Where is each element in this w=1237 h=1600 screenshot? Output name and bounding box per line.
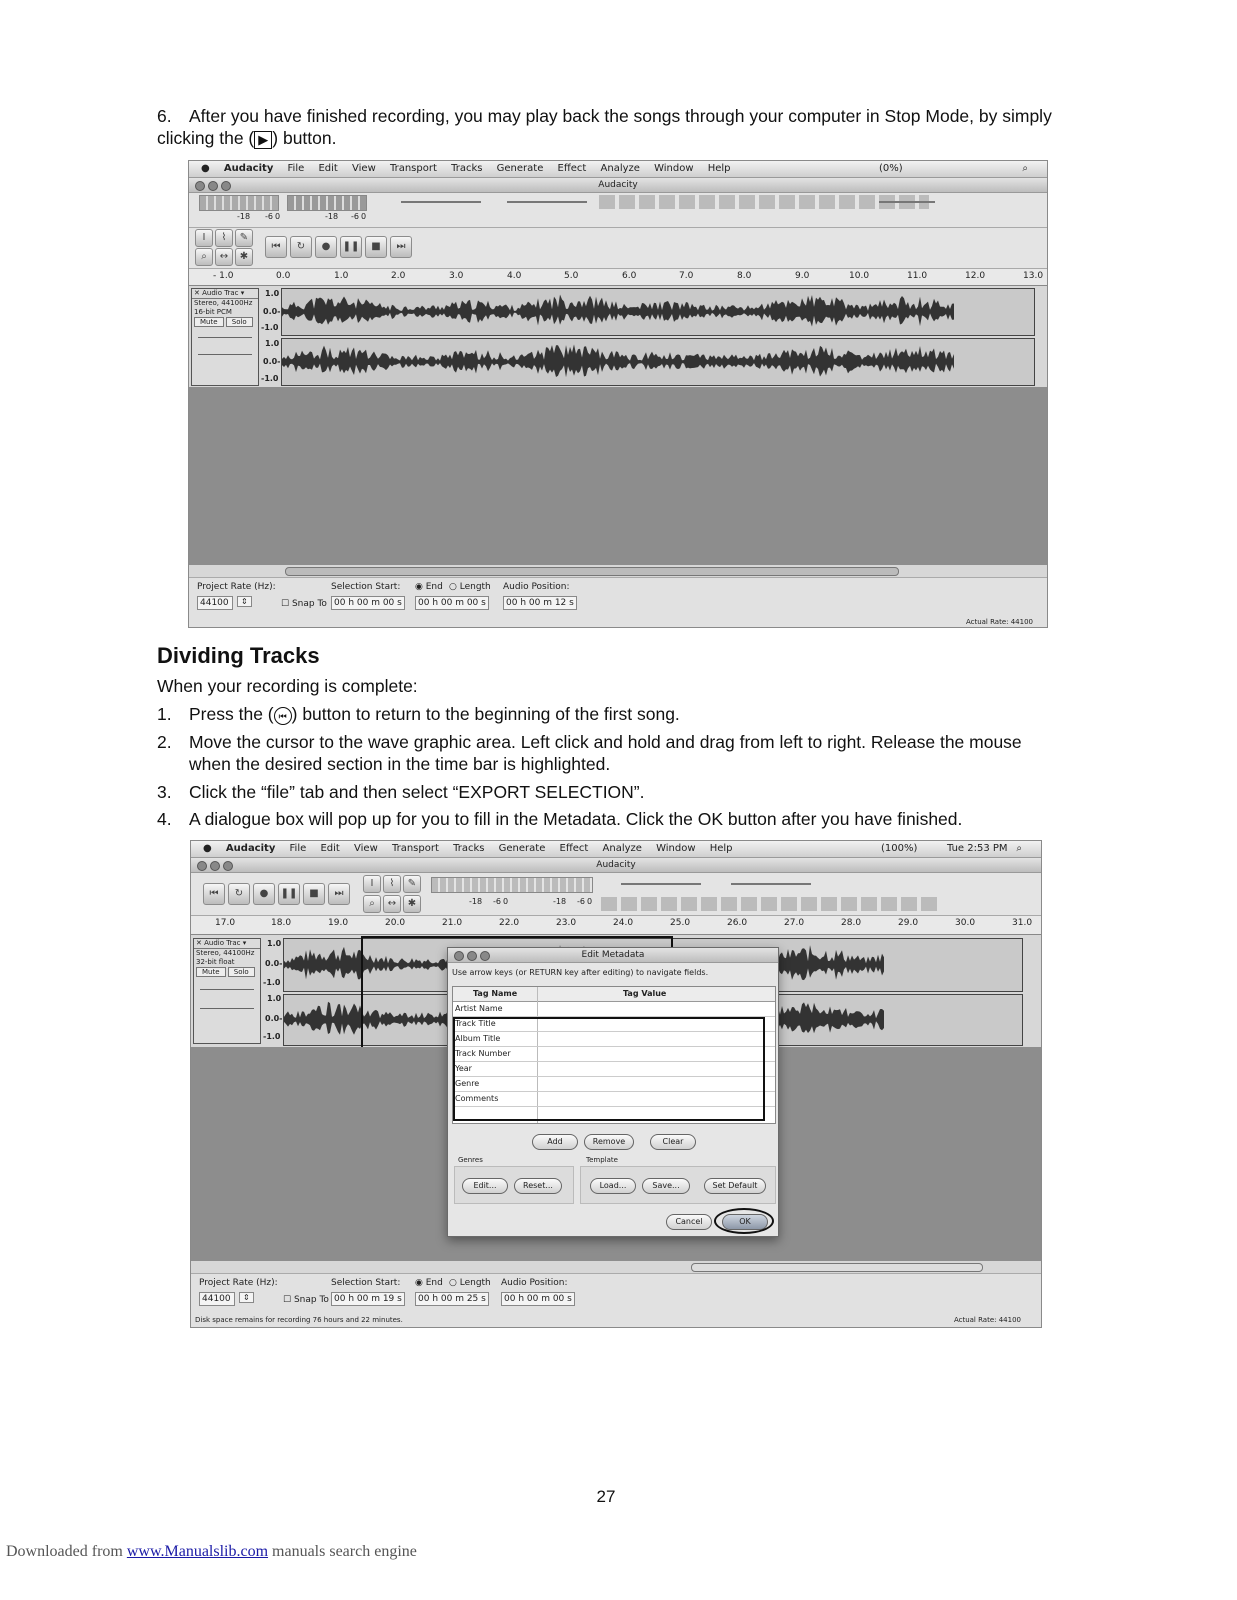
record-button[interactable]: ● [315,236,337,258]
step-number: 4. [157,809,172,829]
ruler-tick: 0.0 [276,271,291,281]
scale-label: 1.0 [265,289,280,298]
project-rate-field[interactable]: 44100 [197,596,233,610]
load-template-button[interactable]: Load... [590,1178,636,1194]
footer-suffix: manuals search engine [268,1543,417,1560]
multi-tool[interactable]: ✱ [403,895,421,913]
gain-slider[interactable] [731,883,811,885]
scale-label: 0.0- [265,959,283,968]
ruler-tick: 6.0 [622,271,637,281]
ruler-tick: 1.0 [334,271,349,281]
edit-metadata-dialog [447,947,779,1237]
section-heading: Dividing Tracks [157,643,320,668]
meter-label: -18 [325,212,339,221]
edit-tools[interactable] [601,897,941,911]
window-title: Audacity [596,860,636,870]
meter-label: -6 [577,897,585,906]
audio-position-field[interactable]: 00 h 00 m 00 s [501,1292,575,1306]
footer-prefix: Downloaded from [6,1543,127,1560]
meter-label: -18 [553,897,567,906]
meter-label: 0 [361,212,367,221]
skip-start-button[interactable]: ⏮ [203,883,225,905]
table-row[interactable]: Year [453,1062,775,1077]
multi-tool[interactable]: ✱ [235,248,253,266]
selection-end-field[interactable]: 00 h 00 m 25 s [415,1292,489,1306]
add-button[interactable]: Add [532,1134,578,1150]
ok-button[interactable]: OK [722,1214,768,1230]
draw-tool[interactable]: ✎ [235,229,253,247]
table-row[interactable]: Artist Name [453,1002,775,1017]
project-rate-label: Project Rate (Hz): [199,1278,278,1288]
mac-menubar [191,841,1041,858]
waveform-right-channel[interactable] [281,338,1035,386]
timeline-ruler[interactable] [191,916,1041,935]
step-text-after: ) button. [272,128,337,148]
waveform-path [282,295,954,327]
pause-button[interactable]: ❚❚ [278,883,300,905]
menu-edit[interactable]: Edit [318,163,338,174]
ruler-tick: 11.0 [907,271,928,281]
step-text-before: Press the ( [189,704,274,724]
step-1 [157,703,1057,725]
menu-transport[interactable]: Transport [389,163,437,174]
audacity-screenshot-metadata [190,840,1042,1328]
empty-track-area[interactable] [189,387,1047,565]
step-3 [157,781,1057,803]
template-label: Template [586,1156,618,1164]
ruler-tick: 23.0 [556,918,577,928]
input-meter[interactable] [431,877,593,893]
menu-generate[interactable]: Generate [498,843,546,854]
ruler-tick: 27.0 [784,918,805,928]
scale-label: 0.0- [265,1014,283,1023]
ruler-tick: 25.0 [670,918,691,928]
step-2 [157,731,1057,775]
window-titlebar [191,858,1041,873]
menu-effect[interactable]: Effect [559,843,589,854]
ruler-tick: 12.0 [965,271,986,281]
project-rate-label: Project Rate (Hz): [197,582,276,592]
edit-genres-button[interactable]: Edit... [462,1178,508,1194]
gain-slider[interactable] [200,989,254,990]
dialog-hint: Use arrow keys (or RETURN key after editing) to navigate fields. [452,968,709,977]
metadata-table [452,986,776,1124]
menu-generate[interactable]: Generate [496,163,544,174]
menu-app[interactable]: Audacity [223,163,274,174]
selection-tool[interactable]: I [195,229,213,247]
set-default-button[interactable]: Set Default [704,1178,766,1194]
step-number: 1. [157,704,172,724]
table-row[interactable]: Comments [453,1092,775,1107]
volume-slider[interactable] [401,201,481,203]
ruler-tick: 26.0 [727,918,748,928]
loop-play-button[interactable]: ↻ [290,236,312,258]
ruler-tick: 9.0 [795,271,810,281]
input-meter[interactable] [287,195,367,211]
audacity-screenshot-playback [188,160,1048,628]
menu-window[interactable]: Window [654,163,694,174]
menu-transport[interactable]: Transport [391,843,439,854]
ruler-tick: 21.0 [442,918,463,928]
track-name-menu[interactable]: ✕ Audio Trac ▾ [192,289,258,299]
step-number: 2. [157,732,172,752]
ruler-tick: 18.0 [271,918,292,928]
step-text: Click the “file” tab and then select “EXPORT SELECTION”. [189,782,645,802]
pan-slider[interactable] [198,354,252,355]
section-intro: When your recording is complete: [157,676,418,696]
dialog-titlebar [448,948,778,963]
snap-to-checkbox[interactable]: ☐ Snap To [283,1295,329,1305]
step-text-after: ) button to return to the beginning of the first song. [291,704,680,724]
project-rate-stepper[interactable]: ⇕ [239,1292,254,1303]
disk-space-status: Disk space remains for recording 76 hours and 22 minutes. [195,1316,403,1324]
track-control-panel [193,938,261,1044]
selection-toolbar [189,577,1047,628]
envelope-tool[interactable]: ⌇ [215,229,233,247]
ruler-tick: 20.0 [385,918,406,928]
status-battery: (0%) [879,163,903,174]
dialog-window-controls[interactable] [454,951,493,966]
menu-help[interactable]: Help [709,843,733,854]
timeshift-tool[interactable]: ↔ [383,895,401,913]
menu-file[interactable]: File [289,843,307,854]
waveform-path [282,344,954,377]
selection-end-field[interactable]: 00 h 00 m 00 s [415,596,489,610]
table-header [453,987,775,1002]
apple-icon: ● [201,163,210,174]
window-titlebar [189,178,1047,193]
skip-end-button[interactable]: ⏭ [390,236,412,258]
meter-label: -6 [351,212,359,221]
meter-label: -18 [237,212,251,221]
ruler-tick: 24.0 [613,918,634,928]
ruler-tick: - 1.0 [213,271,234,281]
step-text: Move the cursor to the wave graphic area. Left click and hold and drag from left to right. Release the mouse when the desired section in the time bar is highlighted. [189,732,1022,774]
menu-file[interactable]: File [287,163,305,174]
step-text: A dialogue box will pop up for you to fill in the Metadata. Click the OK button after you have finished. [189,809,963,829]
reset-genres-button[interactable]: Reset... [514,1178,562,1194]
ruler-tick: 30.0 [955,918,976,928]
meter-label: -6 [265,212,273,221]
step-number: 6. [157,106,172,126]
scale-label: 0.0- [263,307,281,316]
skip-end-button[interactable]: ⏭ [328,883,350,905]
menu-edit[interactable]: Edit [320,843,340,854]
scale-label: -1.0 [261,323,279,332]
mute-button[interactable]: Mute [196,967,226,977]
selection-tool[interactable]: I [363,875,381,893]
menubar-clock: Tue 2:53 PM [947,843,1008,854]
volume-slider[interactable] [621,883,701,885]
waveform-left-channel[interactable] [281,288,1035,336]
horizontal-scrollbar[interactable] [285,567,899,576]
save-template-button[interactable]: Save... [642,1178,690,1194]
zoom-tool[interactable]: ⌕ [363,895,381,913]
selection-start-label: Selection Start: [331,582,401,592]
ruler-tick: 3.0 [449,271,464,281]
length-radio[interactable]: ○ Length [449,582,491,592]
track-control-panel [191,288,259,386]
meter-label: 0 [275,212,281,221]
genres-label: Genres [458,1156,483,1164]
menu-tracks[interactable]: Tracks [451,163,483,174]
rows-highlight-box [453,1017,765,1121]
meter-label: 0 [587,897,593,906]
stop-button[interactable]: ■ [303,883,325,905]
menu-analyze[interactable]: Analyze [600,163,640,174]
menu-view[interactable]: View [352,163,376,174]
dialog-title: Edit Metadata [581,950,645,960]
record-button[interactable]: ● [253,883,275,905]
scale-label: 1.0 [265,339,280,348]
ruler-tick: 4.0 [507,271,522,281]
menu-tracks[interactable]: Tracks [453,843,485,854]
solo-button[interactable]: Solo [226,317,253,327]
end-radio[interactable]: ◉ End [415,582,443,592]
scale-label: 1.0 [267,994,282,1003]
status-battery: (100%) [881,843,918,854]
scale-label: 1.0 [267,939,282,948]
zoom-tool[interactable]: ⌕ [195,248,213,266]
ok-highlight-circle [714,1208,774,1234]
col-tag-value: Tag Value [623,989,667,998]
ruler-tick: 2.0 [391,271,406,281]
menu-analyze[interactable]: Analyze [602,843,642,854]
actual-rate: Actual Rate: 44100 [953,1316,1021,1324]
transport-toolbar [191,873,1041,916]
window-title: Audacity [598,180,638,190]
ruler-tick: 31.0 [1012,918,1033,928]
ruler-tick: 28.0 [841,918,862,928]
ruler-tick: 10.0 [849,271,870,281]
timeshift-tool[interactable]: ↔ [215,248,233,266]
mac-menubar [189,161,1047,178]
spotlight-icon[interactable]: ⌕ [1016,843,1022,854]
step-text-before: After you have finished recording, you may play back the songs through your computer in Stop Mode, by simply clicking the ( [157,106,1052,148]
menu-app[interactable]: Audacity [225,843,276,854]
col-tag-name: Tag Name [473,989,518,998]
meter-label: 0 [503,897,509,906]
scale-label: -1.0 [263,1032,281,1041]
table-row[interactable]: Track Title [453,1017,775,1032]
envelope-tool[interactable]: ⌇ [383,875,401,893]
loop-play-button[interactable]: ↻ [228,883,250,905]
meter-label: -6 [493,897,501,906]
selection-start-label: Selection Start: [331,1278,401,1288]
scale-label: -1.0 [261,374,279,383]
scale-label: -1.0 [263,978,281,987]
spotlight-icon[interactable]: ⌕ [1022,163,1028,174]
audio-position-label: Audio Position: [503,582,570,592]
solo-button[interactable]: Solo [228,967,255,977]
gain-slider[interactable] [507,201,587,203]
play-icon: ▶ [254,131,272,149]
ruler-tick: 7.0 [679,271,694,281]
timeline-ruler[interactable] [189,269,1047,286]
draw-tool[interactable]: ✎ [403,875,421,893]
selection-start-field[interactable]: 00 h 00 m 00 s [331,596,405,610]
selection-toolbar [191,1273,1041,1328]
audio-position-field[interactable]: 00 h 00 m 12 s [503,596,577,610]
manualslib-link[interactable]: www.Manualslib.com [126,1543,269,1560]
menu-view[interactable]: View [354,843,378,854]
page-number: 27 [596,1487,616,1506]
end-radio[interactable]: ◉ End [415,1278,443,1288]
snap-to-checkbox[interactable]: ☐ Snap To [281,599,327,609]
audio-position-label: Audio Position: [501,1278,568,1288]
actual-rate: Actual Rate: 44100 [965,618,1033,626]
ruler-tick: 22.0 [499,918,520,928]
step-6 [157,105,1057,149]
ruler-tick: 8.0 [737,271,752,281]
mute-button[interactable]: Mute [194,317,224,327]
cancel-button[interactable]: Cancel [666,1214,712,1230]
table-row[interactable]: Genre [453,1077,775,1092]
remove-button[interactable]: Remove [584,1134,634,1150]
skip-start-icon: ⏮ [274,707,292,725]
track-format: Stereo, 44100Hz [194,299,253,307]
table-row[interactable]: Album Title [453,1032,775,1047]
track-bitdepth: 32-bit float [196,958,235,966]
selection-start-field[interactable]: 00 h 00 m 19 s [331,1292,405,1306]
track-format: Stereo, 44100Hz [196,949,255,957]
ruler-tick: 13.0 [1023,271,1044,281]
ruler-tick: 17.0 [215,918,236,928]
ruler-tick: 19.0 [328,918,349,928]
track-name-menu[interactable]: ✕ Audio Trac ▾ [194,939,260,949]
stop-button[interactable]: ■ [365,236,387,258]
apple-icon: ● [203,843,212,854]
table-row[interactable]: Track Number [453,1047,775,1062]
ruler-tick: 29.0 [898,918,919,928]
menu-window[interactable]: Window [656,843,696,854]
project-rate-field[interactable]: 44100 [199,1292,235,1306]
speed-slider[interactable] [879,201,935,203]
length-radio[interactable]: ○ Length [449,1278,491,1288]
ruler-tick: 5.0 [564,271,579,281]
pause-button[interactable]: ❚❚ [340,236,362,258]
project-rate-stepper[interactable]: ⇕ [237,596,252,607]
scale-label: 0.0- [263,357,281,366]
step-number: 3. [157,782,172,802]
skip-start-button[interactable]: ⏮ [265,236,287,258]
gain-slider[interactable] [198,337,252,338]
pan-slider[interactable] [200,1008,254,1009]
footer-credit [6,1543,417,1561]
step-4 [157,808,1057,830]
output-meter[interactable] [199,195,279,211]
track-bitdepth: 16-bit PCM [194,308,232,316]
menu-help[interactable]: Help [707,163,731,174]
menu-effect[interactable]: Effect [557,163,587,174]
meter-toolbar [189,193,1047,228]
clear-button[interactable]: Clear [650,1134,696,1150]
transport-toolbar [189,228,1047,269]
horizontal-scrollbar[interactable] [691,1263,983,1272]
meter-label: -18 [469,897,483,906]
